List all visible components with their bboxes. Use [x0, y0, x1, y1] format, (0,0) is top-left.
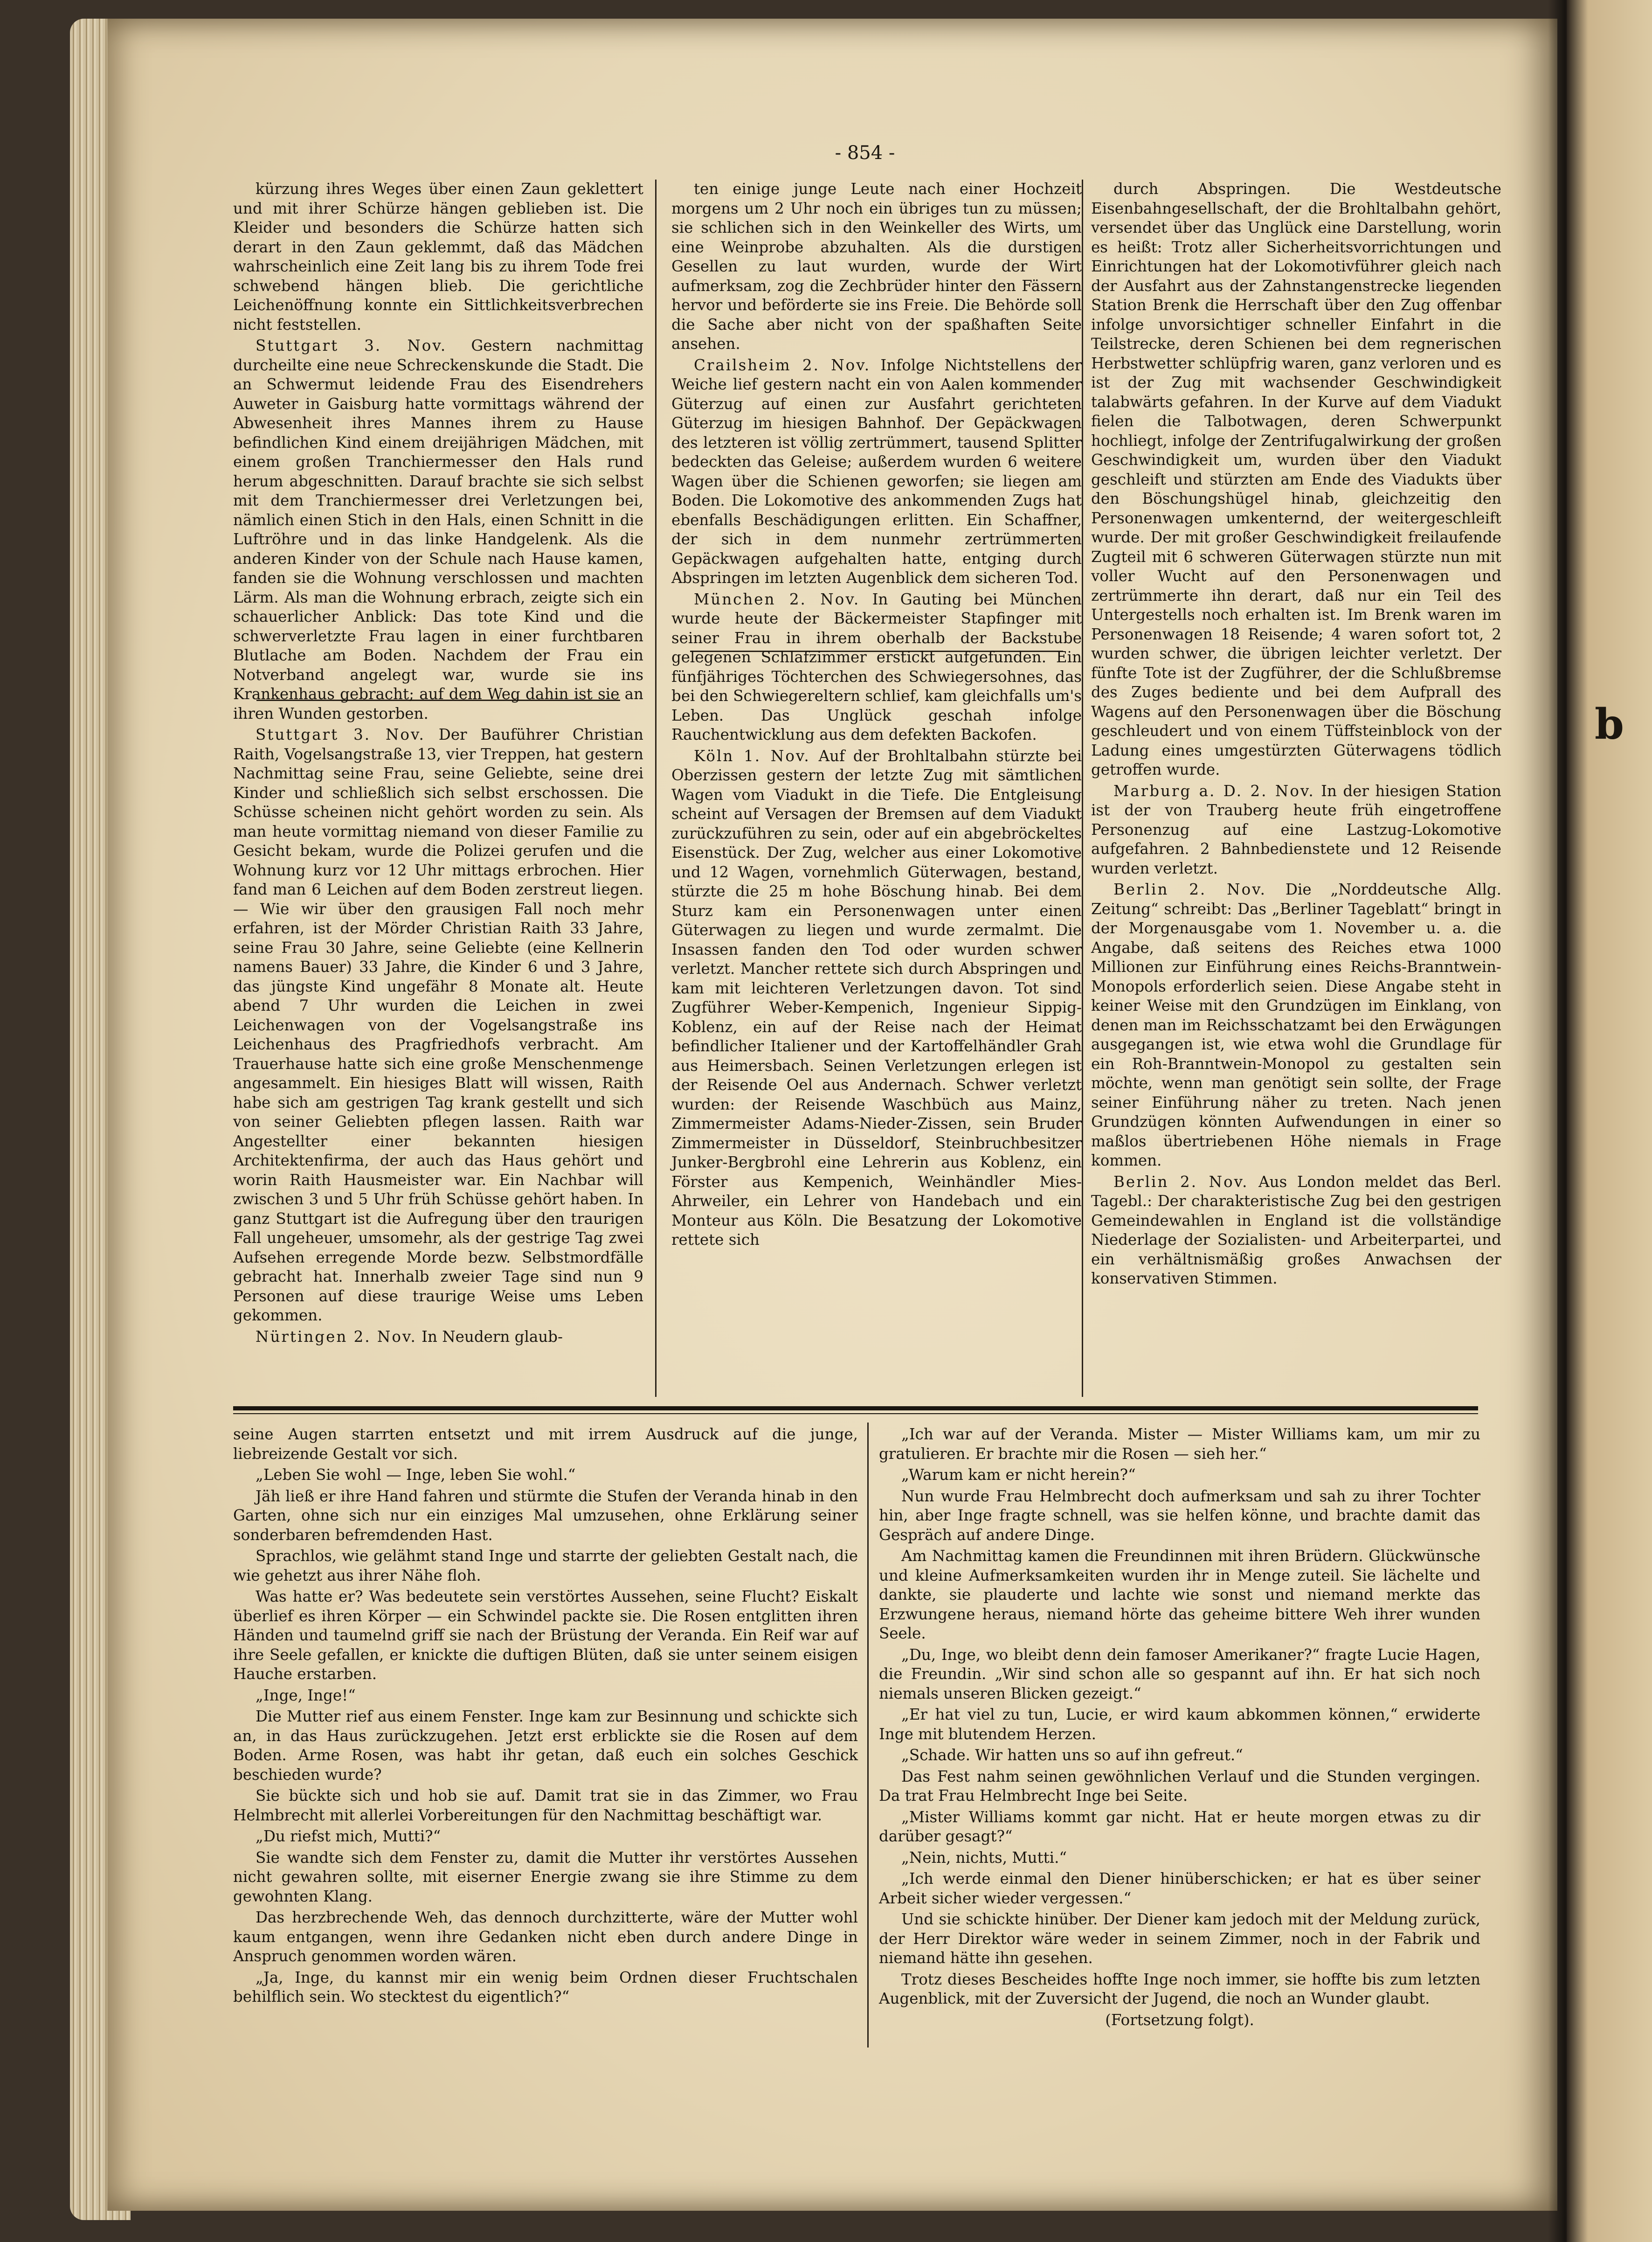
dateline: München 2. Nov. [694, 590, 860, 608]
dateline: Köln 1. Nov. [694, 747, 810, 765]
feuilleton-divider [233, 1406, 1478, 1410]
column-rule-2 [1082, 180, 1083, 1397]
paragraph [879, 1705, 1480, 1744]
paragraph [879, 1869, 1480, 1908]
dateline: Crailsheim 2. Nov. [694, 356, 871, 374]
paragraph-text: Auf der Brohltalbahn stürzte bei Oberzissen gestern der letzte Zug mit sämtlichen Wagen vom Viadukt in die Tiefe. Die Entgleisung scheint auf Versagen der Bremsen auf dem Viadukt zurückzuführen zu sein, oder auf ein abgebröckeltes Eisenstück. Der Zug, welcher aus einer Lokomotive und 12 Wagen, vornehmlich Güterwagen, bestand, stürzte die 25 m hohe Böschung hinab. Bei dem Sturz kam ein Personenwagen unter einen Güterwagen zu liegen und wurde zermalmt. Die Insassen fanden den Tod oder wurden schwer verletzt. Mancher rettete sich durch Abspringen und kam mit leichteren Verletzungen davon. Tot sind Zugführer Weber-Kempenich, Ingenieur Sippig-Koblenz, ein auf der Reise nach der Heimat befindlicher Italiener und der Kartoffelhändler Grah aus Heimersbach. Seinen Verletzungen erlegen ist der Reisende Oel aus Andernach. Schwer verletzt wurden: der Reisende Waschbüch aus Mainz, Zimmermeister Adams-Nieder-Zissen, sein Bruder Zimmermeister in Düsseldorf, Steinbruchbesitzer Junker-Bergbrohl eine Lehrerin aus Koblenz, ein Förster aus Kempenich, Weinhändler Mies-Ahrweiler, ein Lehrer von Handebach und ein Monteur aus Köln. Die Besatzung der Lokomotive rettete sich [671, 747, 1082, 1249]
paragraph [1091, 880, 1501, 1171]
paragraph [233, 336, 643, 723]
paragraph [233, 1686, 858, 1706]
paragraph-text: „Schade. Wir hatten uns so auf ihn gefreut.“ [901, 1746, 1243, 1764]
paragraph-text: Infolge Nichtstellens der Weiche lief gestern nacht ein von Aalen kommender Güterzug auf einen zur Ausfahrt gerichteten Güterzug im hiesigen Bahnhof. Der Gepäckwagen des letzteren ist völlig zertrümmert, tausend Splitter bedeckten das Geleise; außerdem wurden 6 weitere Wagen über die Schienen geworfen; sie liegen am Boden. Die Lokomotive des ankommenden Zugs hat ebenfalls Beschädigungen erlitten. Ein Schaffner, der sich in dem nunmehr zertrümmerten Gepäckwagen aufgehalten hatte, entging durch Abspringen im letzten Augenblick dem sicheren Tod. [671, 356, 1082, 587]
paragraph [1091, 180, 1501, 780]
paragraph [233, 1587, 858, 1684]
feuilleton-column-rule [867, 1423, 869, 2048]
paragraph-text: Sie wandte sich dem Fenster zu, damit die Mutter ihr verstörtes Aussehen nicht gewahren sollte, mit eiserner Energie zwang sie ihre Stimme zu dem gewohnten Klang. [233, 1848, 858, 1905]
paragraph-text: kürzung ihres Weges über einen Zaun geklettert und mit ihrer Schürze hängen geblieben ist. Die Kleider und besonders die Schürze hatten sich derart in den Zaun geklemmt, daß das Mädchen wahrscheinlich eine Zeit lang bis zu ihrem Tode frei schwebend hängen blieb. Die gerichtliche Leichenöffnung konnte ein Sittlichkeitsverbrechen nicht feststellen. [233, 180, 643, 333]
paragraph-text: Trotz dieses Bescheides hoffte Inge noch immer, sie hoffte bis zum letzten Augenblick, mit der Zuversicht der Jugend, die noch an Wunder glaubt. [879, 1970, 1480, 2007]
paragraph [233, 725, 643, 1326]
paragraph-text: durch Abspringen. Die Westdeutsche Eisenbahngesellschaft, der die Brohltalbahn gehört, versendet über das Unglück eine Darstellung, worin es heißt: Trotz aller Sicherheitsvorrichtungen und Einrichtungen hat der Lokomotivführer gleich nach der Ausfahrt aus der Zahnstangenstrecke liegenden Station Brenk die Herrschaft über den Zug offenbar infolge unvorsichtiger schneller Einfahrt in die Teilstrecke, deren Schienen bei dem regnerischen Herbstwetter schlüpfrig waren, ganz verloren und es ist der Zug mit wachsender Geschwindigkeit talabwärts gefahren. In der Kurve auf dem Viadukt fielen die Talbotwagen, deren Schwerpunkt hochliegt, infolge der Zentrifugalwirkung der großen Geschwindigkeit um, wurden über den Viadukt geschleift und stürzten am Ende des Viadukts über den Böschungshügel hinab, gleichzeitig den Personenwagen umkenternd, der weitergeschleift wurde. Der mit großer Geschwindigkeit freilaufende Zugteil mit 6 schweren Güterwagen stürzte nun mit voller Wucht auf den Personenwagen und zertrümmerte ihn derart, daß nur ein Teil des Untergestells noch erhalten ist. Im Brenk waren im Personenwagen 18 Reisende; 4 waren sofort tot, 2 wurden schwer, die übrigen leichter verletzt. Der fünfte Tote ist der Zugführer, der die Schlußbremse des Zuges bediente und bei dem Aufprall des Wagens auf den Personenwagen über die Böschung geschleudert und von einem Tüffsteinblock von der Ladung eines umgestürzten Güterwagens tödlich getroffen wurde. [1091, 180, 1501, 778]
paragraph-text: Nun wurde Frau Helmbrecht doch aufmerksam und sah zu ihrer Tochter hin, aber Inge fragte schnell, was sie helfen könne, und brachte damit das Gespräch auf andere Dinge. [879, 1487, 1480, 1544]
paragraph-text: „Warum kam er nicht herein?“ [901, 1466, 1136, 1484]
paragraph [879, 2011, 1480, 2030]
paragraph [879, 1547, 1480, 1644]
paragraph [233, 180, 643, 334]
paragraph [879, 1848, 1480, 1868]
paragraph [233, 1786, 858, 1825]
paragraph [1091, 1173, 1501, 1289]
paragraph [879, 1487, 1480, 1545]
paragraph [879, 1767, 1480, 1806]
paragraph-text: Der Bauführer Christian Raith, Vogelsangstraße 13, vier Treppen, hat gestern Nachmittag seine Frau, seine Geliebte, seine drei Kinder und schließlich sich selbst erschossen. Die Schüsse scheinen nicht gehört worden zu sein. Als man heute vormittag niemand von dieser Familie zu Gesicht bekam, wurde die Polizei gerufen und die Wohnung kurz vor 12 Uhr mittags erbrochen. Hier fand man 6 Leichen auf dem Boden zerstreut liegen. — Wie wir über den grausigen Fall noch mehr erfahren, ist der Mörder Christian Raith 33 Jahre, seine Frau 30 Jahre, seine Geliebte (eine Kellnerin namens Bauer) 33 Jahre, die Kinder 6 und 3 Jahre, das jüngste Kind ungefähr 8 Monate alt. Heute abend 7 Uhr wurden die Leichen in zwei Leichenwagen von der Vogelsangstraße ins Leichenhaus des Pragfriedhofs verbracht. Am Trauerhause hatte sich eine große Menschenmenge angesammelt. Ein hiesiges Blatt will wissen, Raith habe sich am gestrigen Tag krank gestellt und sich von seiner Geliebten pflegen lassen. Raith war Angestellter einer bekannten hiesigen Architektenfirma, der auch das Haus gehört und worin Raith Hausmeister war. Ein Nachbar will zwischen 3 und 5 Uhr früh Schüsse gehört haben. In ganz Stuttgart ist die Aufregung über den traurigen Fall ungeheuer, umsomehr, als der gestrige Tag zwei Aufsehen erregende Morde bezw. Selbstmordfälle gebracht hat. Innerhalb zweier Tage sind nun 9 Personen auf diese traurige Weise ums Leben gekommen. [233, 726, 643, 1324]
page-number: - 854 - [835, 142, 895, 164]
paragraph-text: Und sie schickte hinüber. Der Diener kam jedoch mit der Meldung zurück, der Herr Direktor wäre weder in seinem Zimmer, noch in der Fabrik und niemand hätte ihn gesehen. [879, 1910, 1480, 1967]
paragraph-text: Jäh ließ er ihre Hand fahren und stürmte die Stufen der Veranda hinab in den Garten, ohne sich nur ein einziges Mal umzusehen, ohne Erklärung seiner sonderbaren befremdenden Hast. [233, 1487, 858, 1544]
feuilleton-divider-thin [233, 1413, 1478, 1414]
paragraph [671, 180, 1082, 354]
paragraph [879, 1970, 1480, 2009]
paragraph [879, 1910, 1480, 1968]
news-column-2 [671, 180, 1082, 1250]
paragraph [233, 1425, 858, 1464]
paragraph [879, 1746, 1480, 1765]
paragraph [879, 1808, 1480, 1846]
dateline: Stuttgart 3. Nov. [256, 726, 425, 743]
column-rule-1 [655, 180, 657, 1397]
paragraph-text: Am Nachmittag kamen die Freundinnen mit ihren Brüdern. Glückwünsche und kleine Aufmerksamkeiten wurden ihr in Menge zuteil. Sie lächelte und dankte, sie plauderte und lachte wie sonst und niemand merkte das Erzwungene heraus, niemand hörte das geheime bittere Weh ihrer wunden Seele. [879, 1547, 1480, 1642]
paragraph [1091, 782, 1501, 879]
paragraph [671, 356, 1082, 588]
dateline: Berlin 2. Nov. [1113, 881, 1266, 898]
adjacent-page-letter: b [1595, 700, 1624, 749]
paragraph-text: „Du riefst mich, Mutti?“ [256, 1827, 441, 1845]
paragraph-text: Das herzbrechende Weh, das dennoch durchzitterte, wäre der Mutter wohl kaum entgangen, wenn ihre Gedanken nicht eben durch andere Dinge in Anspruch genommen worden wären. [233, 1909, 858, 1965]
paragraph [233, 1487, 858, 1545]
paragraph-text: Gestern nachmittag durcheilte eine neue Schreckenskunde die Stadt. Die an Schwermut leidende Frau des Eisendrehers Auweter in Gaisburg hatte vormittags während der Abwesenheit ihres Mannes ihrem zu Hause befindlichen Kind einem dreijährigen Mädchen, mit einem großen Tranchiermesser den Hals rund herum abgeschnitten. Darauf brachte sie sich selbst mit dem Tranchiermesser drei Verletzungen bei, nämlich einen Stich in den Hals, einen Schnitt in die Luftröhre und in das linke Handgelenk. Als die anderen Kinder von der Schule nach Hause kamen, fanden sie die Wohnung verschlossen und machten Lärm. Als man die Wohnung erbrach, zeigte sich ein schauerlicher Anblick: Das tote Kind und die schwerverletzte Frau lagen in einer furchtbaren Blutlache am Boden. Nachdem der Frau ein Notverband angelegt war, wurde sie ins Krankenhaus gebracht; auf dem Weg dahin ist sie an ihren Wunden gestorben. [233, 337, 643, 722]
paragraph-text: „Mister Williams kommt gar nicht. Hat er heute morgen etwas zu dir darüber gesagt?“ [879, 1808, 1480, 1845]
paragraph [233, 1908, 858, 1966]
paragraph-text: Was hatte er? Was bedeutete sein verstörtes Aussehen, seine Flucht? Eiskalt überlief es ihren Körper — ein Schwindel packte sie. Die Rosen entglitten ihren Händen und taumelnd griff sie nach der Brüstung der Veranda. Ein Reif war auf ihre Seele gefallen, er knickte die duftigen Blüten, daß sie unter seinem eisigen Hauche erstarben. [233, 1588, 858, 1683]
paragraph-text: Das Fest nahm seinen gewöhnlichen Verlauf und die Stunden vergingen. Da trat Frau Helmbrecht Inge bei Seite. [879, 1767, 1480, 1805]
paragraph-text: In der hiesigen Station ist der von Trauberg heute früh eingetroffene Personenzug auf eine Lastzug-Lokomotive aufgefahren. 2 Bahnbedienstete und 12 Reisende wurden verletzt. [1091, 782, 1501, 877]
paragraph-text: „Ich war auf der Veranda. Mister — Mister Williams kam, um mir zu gratulieren. Er brachte mir die Rosen — sieh her.“ [879, 1425, 1480, 1463]
paragraph [233, 1827, 858, 1846]
paragraph [233, 1327, 643, 1347]
paragraph-text: „Ich werde einmal den Diener hinüberschicken; er hat es über seiner Arbeit sicher wieder vergessen.“ [879, 1870, 1480, 1907]
paragraph [879, 1645, 1480, 1704]
paragraph-text: ten einige junge Leute nach einer Hochzeit morgens um 2 Uhr noch ein übriges tun zu müssen; sie schlichen sich in den Weinkeller des Wirts, um eine Weinprobe abzuhalten. Als die durstigen Gesellen zu laut wurden, wurde der Wirt aufmerksam, zog die Zechbrüder hinter den Fässern hervor und beförderte sie ins Freie. Die Behörde soll die Sache aber nicht von der spaßhaften Seite ansehen. [671, 180, 1082, 353]
paragraph-text: „Er hat viel zu tun, Lucie, er wird kaum abkommen können,“ erwiderte Inge mit blutendem Herzen. [879, 1706, 1480, 1743]
paragraph-text: „Nein, nichts, Mutti.“ [901, 1848, 1067, 1867]
paragraph-text: (Fortsetzung folgt). [1105, 2011, 1254, 2029]
news-column-1 [233, 180, 643, 1347]
paragraph-text: Sprachlos, wie gelähmt stand Inge und starrte der geliebten Gestalt nach, die wie gehetzt aus ihrer Nähe floh. [233, 1547, 858, 1584]
paragraph [233, 1465, 858, 1485]
paragraph [671, 590, 1082, 745]
paragraph [879, 1425, 1480, 1464]
paragraph-text: In Neudern glaub- [422, 1327, 563, 1346]
paragraph-text: Die Mutter rief aus einem Fenster. Inge kam zur Besinnung und schickte sich an, in das Haus zurückzugehen. Jetzt erst erblickte sie die Rosen auf dem Boden. Arme Rosen, was habt ihr getan, daß euch ein solches Geschick beschieden wurde? [233, 1708, 858, 1784]
news-column-3 [1091, 180, 1501, 1289]
paragraph [233, 1968, 858, 2007]
paragraph [233, 1707, 858, 1784]
paragraph-text: „Inge, Inge!“ [256, 1686, 356, 1704]
paragraph [671, 747, 1082, 1250]
dateline: Nürtingen 2. Nov. [256, 1327, 417, 1346]
paragraph-text: In Gauting bei München wurde heute der Bäckermeister Stapfinger mit seiner Frau in ihrem oberhalb der Backstube gelegenen Schlafzimmer erstickt aufgefunden. Ein fünfjähriges Töchterchen des Schwiegersohnes, das bei den Schwiegereltern schlief, kam gleichfalls um's Leben. Das Unglück geschah infolge Rauchentwicklung aus dem defekten Backofen. [671, 590, 1082, 743]
dateline: Marburg a. D. 2. Nov. [1113, 782, 1315, 800]
adjacent-page-edge [1567, 0, 1652, 2242]
paragraph-text: Die „Norddeutsche Allg. Zeitung“ schreibt: Das „Berliner Tageblatt“ bringt in der Morgenausgabe vom 1. November u. a. die Angabe, daß seitens des Reiches etwa 1000 Millionen zur Einführung eines Reichs-Branntwein-Monopols erforderlich seien. Diese Angabe steht in keiner Weise mit den Grundzügen im Einklang, von denen man im Reichsschatzamt bei den Erwägungen ausgegangen ist, wie etwa wohl die Grundlage für ein Roh-Branntwein-Monopol zu gestalten sein möchte, wenn man genötigt sein sollte, der Frage seiner Einführung näher zu treten. Nach jenen Grundzügen könnten Aufwendungen in einer so maßlos übertriebenen Höhe niemals in Frage kommen. [1091, 881, 1501, 1169]
paragraph-text: „Ja, Inge, du kannst mir ein wenig beim Ordnen dieser Fruchtschalen behilflich sein. Wo stecktest du eigentlich?“ [233, 1968, 858, 2006]
paragraph [233, 1848, 858, 1907]
feuilleton-column-left [233, 1425, 858, 2007]
dateline: Berlin 2. Nov. [1113, 1173, 1249, 1191]
paragraph-text: Aus London meldet das Berl. Tagebl.: Der charakteristische Zug bei den gestrigen Gemeindewahlen in England ist die vollständige Niederlage der Sozialisten- und Arbeiterpartei, und ein verhältnismäßig großes Anwachsen der konservativen Stimmen. [1091, 1173, 1501, 1287]
paragraph-text: seine Augen starrten entsetzt und mit irrem Ausdruck auf die junge, liebreizende Gestalt vor sich. [233, 1425, 858, 1463]
paragraph [233, 1547, 858, 1585]
paragraph-text: Sie bückte sich und hob sie auf. Damit trat sie in das Zimmer, wo Frau Helmbrecht mit allerlei Vorbereitungen für den Nachmittag beschäftigt war. [233, 1787, 858, 1824]
paragraph [879, 1465, 1480, 1485]
paragraph-text: „Leben Sie wohl — Inge, leben Sie wohl.“ [256, 1466, 576, 1484]
paragraph-text: „Du, Inge, wo bleibt denn dein famoser Amerikaner?“ fragte Lucie Hagen, die Freundin. „Wir sind schon alle so gespannt auf ihn. Er hat sich noch niemals unseren Blicken gezeigt.“ [879, 1645, 1480, 1702]
dateline: Stuttgart 3. Nov. [256, 337, 447, 354]
feuilleton-column-right [879, 1425, 1480, 2030]
